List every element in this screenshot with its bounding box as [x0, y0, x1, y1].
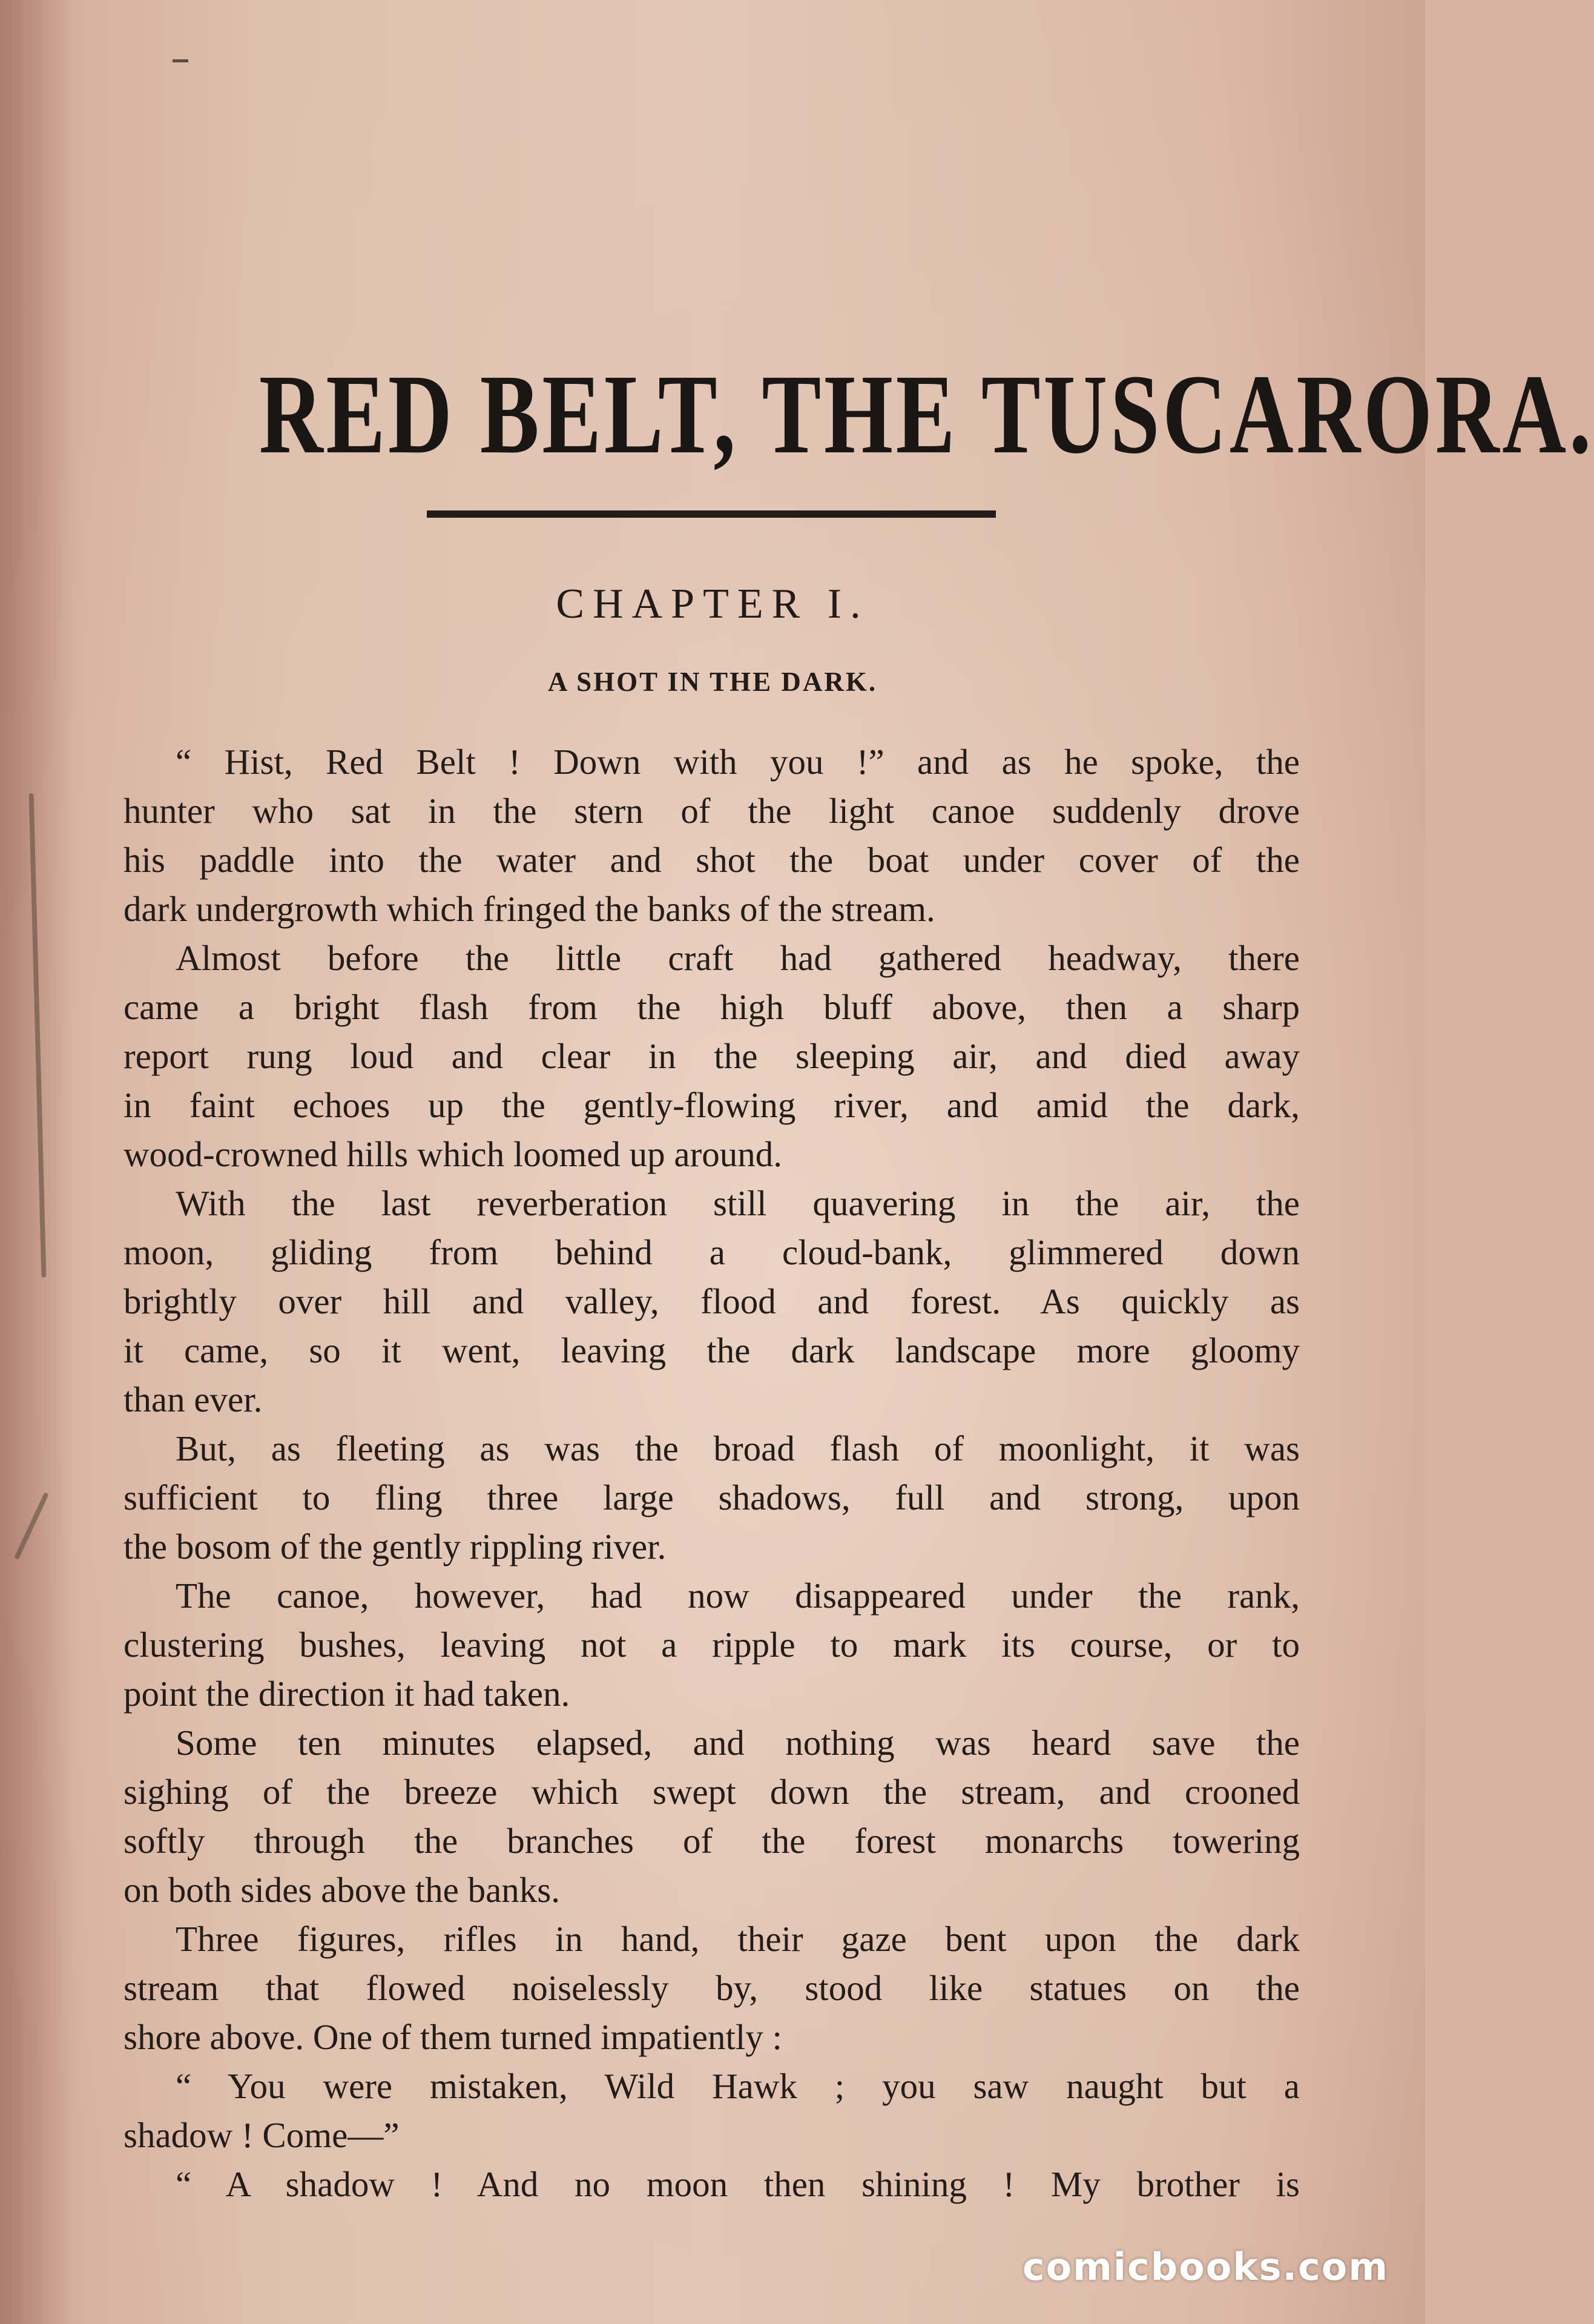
text-line: came a bright flash from the high bluff above, then a sharp	[124, 987, 1300, 1027]
spine-shadow	[0, 0, 73, 2324]
text-line: With the last reverberation still quavering in the air, the	[176, 1183, 1300, 1223]
text-line: on both sides above the banks.	[124, 1870, 560, 1910]
body-text	[124, 738, 1300, 2209]
text-line: “ A shadow ! And no moon then shining ! My brother is	[176, 2164, 1300, 2204]
chapter-heading: CHAPTER I.	[556, 581, 869, 627]
text-line: brightly over hill and valley, flood and forest. As quickly as	[124, 1281, 1300, 1321]
text-line: wood-crowned hills which loomed up around.	[124, 1134, 783, 1174]
text-line: his paddle into the water and shot the boat under cover of the	[124, 840, 1300, 880]
text-line: the bosom of the gently rippling river.	[124, 1527, 667, 1566]
text-line: sufficient to fling three large shadows, full and strong, upon	[124, 1477, 1300, 1517]
text-line: in faint echoes up the gently-flowing river, and amid the dark,	[124, 1085, 1300, 1125]
text-line: But, as fleeting as was the broad flash of moonlight, it was	[176, 1428, 1300, 1468]
page-mark	[173, 59, 188, 62]
book-title: RED BELT, THE TUSCARORA.	[259, 351, 1594, 477]
text-line: hunter who sat in the stern of the light canoe suddenly drove	[124, 791, 1300, 831]
text-line: softly through the branches of the forest monarchs towering	[124, 1821, 1300, 1861]
text-line: stream that flowed noiselessly by, stood like statues on the	[124, 1968, 1300, 2008]
text-line: clustering bushes, leaving not a ripple to mark its course, or to	[124, 1625, 1300, 1665]
text-line: point the direction it had taken.	[124, 1674, 570, 1714]
text-line: shore above. One of them turned impatiently :	[124, 2017, 782, 2057]
text-line: The canoe, however, had now disappeared under the rank,	[176, 1576, 1300, 1616]
watermark: comicbooks.com	[1022, 2245, 1389, 2289]
text-line: “ You were mistaken, Wild Hawk ; you saw naught but a	[176, 2066, 1300, 2106]
text-line: sighing of the breeze which swept down the stream, and crooned	[124, 1772, 1300, 1812]
text-line: moon, gliding from behind a cloud-bank, glimmered down	[124, 1232, 1300, 1272]
text-line: it came, so it went, leaving the dark landscape more gloomy	[124, 1330, 1300, 1370]
text-line: Almost before the little craft had gathered headway, there	[176, 938, 1300, 978]
text-line: than ever.	[124, 1379, 263, 1419]
text-line: Some ten minutes elapsed, and nothing was heard save the	[176, 1723, 1300, 1763]
text-line: shadow ! Come—”	[124, 2115, 400, 2155]
text-line: Three figures, rifles in hand, their gaze bent upon the dark	[176, 1919, 1300, 1959]
text-line: “ Hist, Red Belt ! Down with you !” and as he spoke, the	[176, 742, 1300, 782]
text-line: dark undergrowth which fringed the banks of the stream.	[124, 889, 935, 929]
chapter-title: A SHOT IN THE DARK.	[547, 667, 878, 697]
text-line: report rung loud and clear in the sleeping air, and died away	[124, 1036, 1300, 1076]
title-rule	[427, 510, 996, 518]
